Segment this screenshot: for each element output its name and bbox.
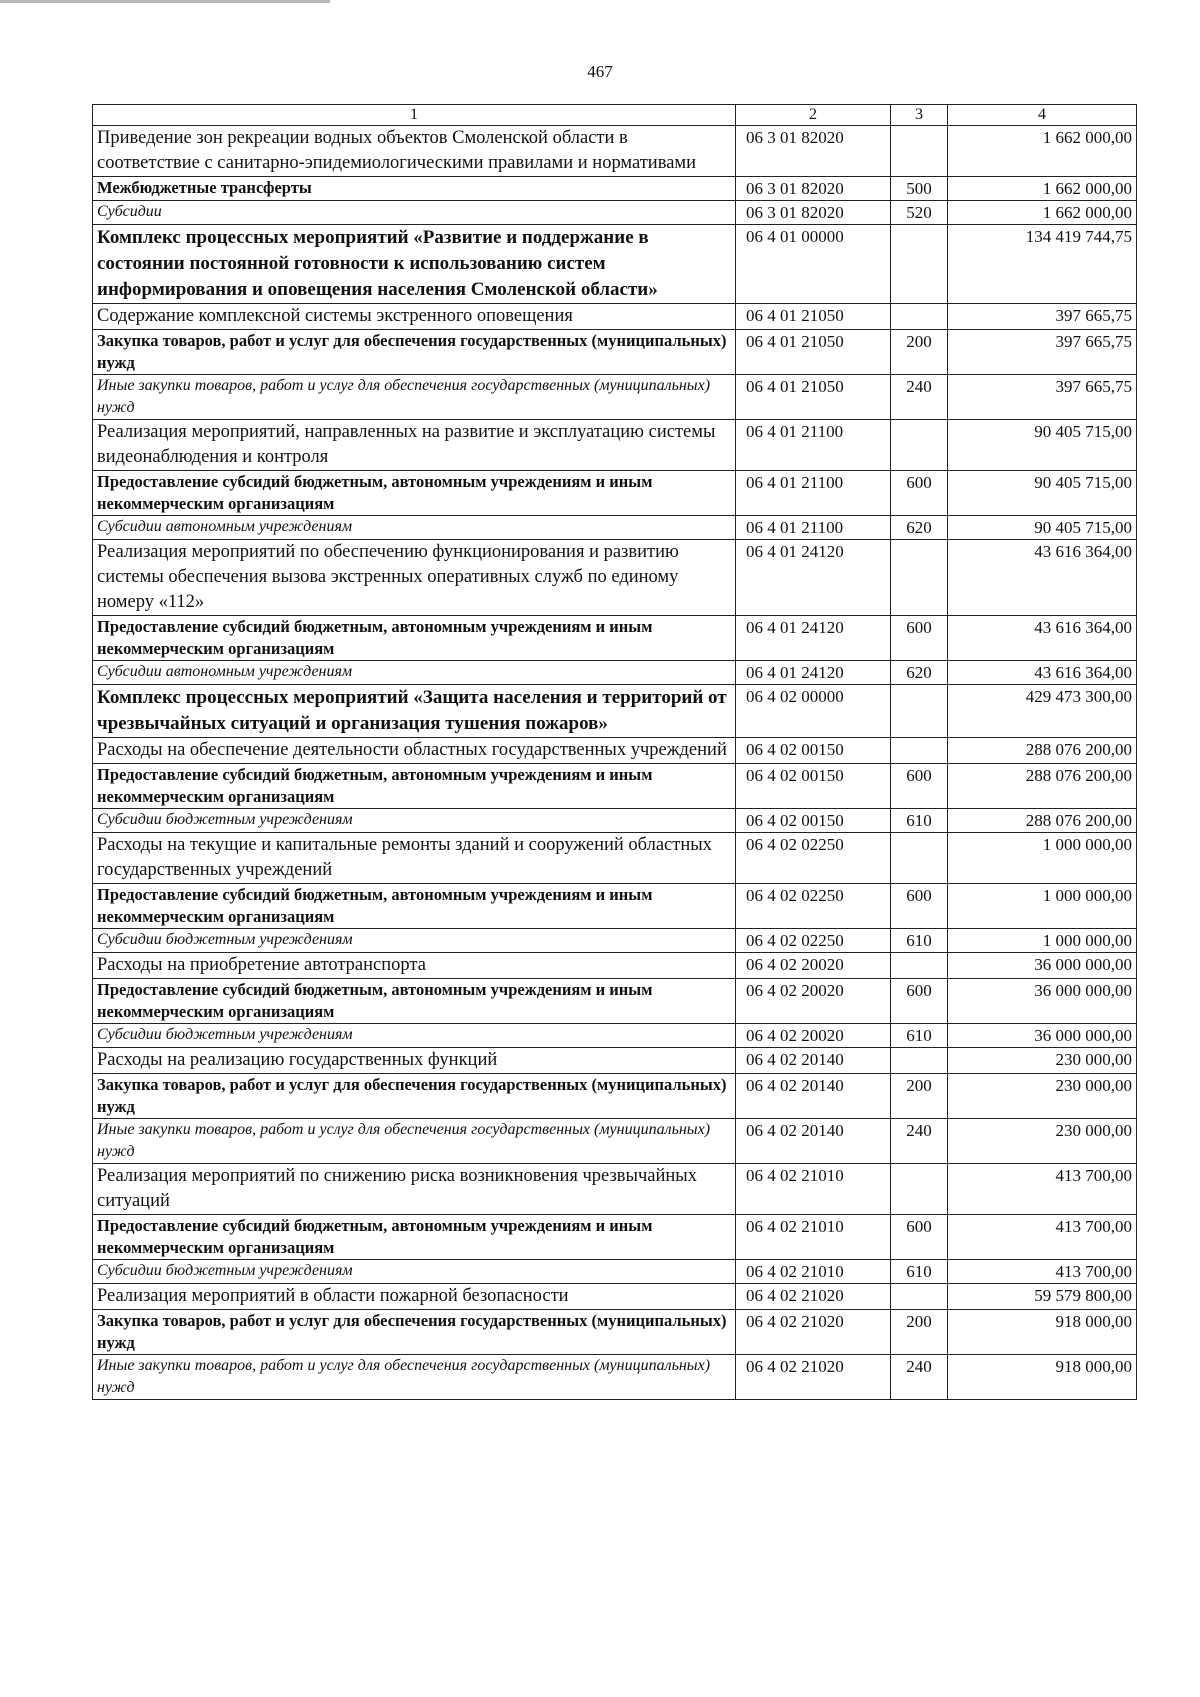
row-sum-cell: 397 665,75 xyxy=(948,375,1137,420)
row-name-cell: Реализация мероприятий в области пожарной безопасности xyxy=(93,1284,736,1310)
row-kind-cell: 500 xyxy=(891,177,948,201)
row-code-cell: 06 4 02 02250 xyxy=(736,884,891,929)
row-kind-cell xyxy=(891,738,948,764)
table-row xyxy=(93,1215,1137,1260)
row-code-cell: 06 4 01 21050 xyxy=(736,304,891,330)
row-kind-cell: 610 xyxy=(891,1260,948,1284)
row-kind-cell: 200 xyxy=(891,1310,948,1355)
row-name-cell: Закупка товаров, работ и услуг для обеспечения государственных (муниципальных) нужд xyxy=(93,1074,736,1119)
row-sum-cell: 413 700,00 xyxy=(948,1260,1137,1284)
row-kind-cell xyxy=(891,1164,948,1215)
row-code-cell: 06 4 02 20020 xyxy=(736,1024,891,1048)
row-name-cell: Субсидии автономным учреждениям xyxy=(93,661,736,685)
table-body xyxy=(93,105,1137,1400)
table-row xyxy=(93,1048,1137,1074)
row-name-cell: Предоставление субсидий бюджетным, автономным учреждениям и иным некоммерческим организациям xyxy=(93,471,736,516)
row-sum-cell: 1 000 000,00 xyxy=(948,884,1137,929)
row-name-cell: Содержание комплексной системы экстренного оповещения xyxy=(93,304,736,330)
row-code-cell: 06 4 01 24120 xyxy=(736,616,891,661)
row-kind-cell xyxy=(891,225,948,304)
row-name-cell: Комплекс процессных мероприятий «Развитие и поддержание в состоянии постоянной готовности к использованию систем информирования и оповещения населения Смоленской области» xyxy=(93,225,736,304)
table-row xyxy=(93,304,1137,330)
row-code-cell: 06 3 01 82020 xyxy=(736,177,891,201)
budget-table xyxy=(92,104,1137,1400)
row-name-cell: Предоставление субсидий бюджетным, автономным учреждениям и иным некоммерческим организациям xyxy=(93,979,736,1024)
row-kind-cell: 600 xyxy=(891,1215,948,1260)
row-code-cell: 06 4 02 20020 xyxy=(736,979,891,1024)
row-sum-cell: 1 000 000,00 xyxy=(948,833,1137,884)
row-sum-cell: 230 000,00 xyxy=(948,1074,1137,1119)
row-name-cell: Иные закупки товаров, работ и услуг для обеспечения государственных (муниципальных) нужд xyxy=(93,1355,736,1400)
row-kind-cell: 610 xyxy=(891,1024,948,1048)
row-sum-cell: 43 616 364,00 xyxy=(948,540,1137,616)
table-row xyxy=(93,1074,1137,1119)
row-kind-cell: 600 xyxy=(891,616,948,661)
row-sum-cell: 43 616 364,00 xyxy=(948,616,1137,661)
column-header-kind: 3 xyxy=(891,105,948,126)
row-sum-cell: 397 665,75 xyxy=(948,330,1137,375)
table-row xyxy=(93,201,1137,225)
row-kind-cell: 620 xyxy=(891,516,948,540)
row-name-cell: Предоставление субсидий бюджетным, автономным учреждениям и иным некоммерческим организациям xyxy=(93,616,736,661)
table-row xyxy=(93,177,1137,201)
table-row xyxy=(93,809,1137,833)
row-kind-cell: 620 xyxy=(891,661,948,685)
row-code-cell: 06 4 02 20140 xyxy=(736,1119,891,1164)
column-header-name: 1 xyxy=(93,105,736,126)
row-code-cell: 06 4 02 00150 xyxy=(736,764,891,809)
row-code-cell: 06 4 01 24120 xyxy=(736,661,891,685)
row-kind-cell xyxy=(891,1284,948,1310)
table-row xyxy=(93,616,1137,661)
row-name-cell: Субсидии бюджетным учреждениям xyxy=(93,1024,736,1048)
table-row xyxy=(93,1355,1137,1400)
row-code-cell: 06 4 02 21020 xyxy=(736,1310,891,1355)
row-code-cell: 06 4 01 21100 xyxy=(736,516,891,540)
row-kind-cell xyxy=(891,833,948,884)
row-sum-cell: 1 662 000,00 xyxy=(948,177,1137,201)
row-name-cell: Иные закупки товаров, работ и услуг для обеспечения государственных (муниципальных) нужд xyxy=(93,1119,736,1164)
row-code-cell: 06 4 02 21010 xyxy=(736,1215,891,1260)
table-row xyxy=(93,764,1137,809)
table-row xyxy=(93,420,1137,471)
row-kind-cell xyxy=(891,685,948,738)
row-code-cell: 06 4 02 02250 xyxy=(736,833,891,884)
row-kind-cell xyxy=(891,953,948,979)
row-kind-cell: 200 xyxy=(891,330,948,375)
row-kind-cell: 240 xyxy=(891,375,948,420)
row-code-cell: 06 4 02 20140 xyxy=(736,1048,891,1074)
table-row xyxy=(93,471,1137,516)
row-sum-cell: 413 700,00 xyxy=(948,1215,1137,1260)
row-name-cell: Расходы на обеспечение деятельности областных государственных учреждений xyxy=(93,738,736,764)
row-sum-cell: 1 662 000,00 xyxy=(948,201,1137,225)
row-sum-cell: 429 473 300,00 xyxy=(948,685,1137,738)
row-code-cell: 06 4 02 20140 xyxy=(736,1074,891,1119)
row-code-cell: 06 4 02 21010 xyxy=(736,1164,891,1215)
row-name-cell: Закупка товаров, работ и услуг для обеспечения государственных (муниципальных) нужд xyxy=(93,330,736,375)
row-name-cell: Субсидии автономным учреждениям xyxy=(93,516,736,540)
row-code-cell: 06 4 01 00000 xyxy=(736,225,891,304)
row-code-cell: 06 3 01 82020 xyxy=(736,201,891,225)
row-name-cell: Предоставление субсидий бюджетным, автономным учреждениям и иным некоммерческим организациям xyxy=(93,1215,736,1260)
table-row xyxy=(93,884,1137,929)
row-sum-cell: 397 665,75 xyxy=(948,304,1137,330)
row-name-cell: Субсидии бюджетным учреждениям xyxy=(93,1260,736,1284)
row-kind-cell: 240 xyxy=(891,1355,948,1400)
row-name-cell: Расходы на реализацию государственных функций xyxy=(93,1048,736,1074)
row-kind-cell: 200 xyxy=(891,1074,948,1119)
row-code-cell: 06 4 02 00000 xyxy=(736,685,891,738)
row-code-cell: 06 4 01 21100 xyxy=(736,471,891,516)
table-row xyxy=(93,330,1137,375)
table-row xyxy=(93,1284,1137,1310)
table-row xyxy=(93,685,1137,738)
table-row xyxy=(93,738,1137,764)
row-code-cell: 06 3 01 82020 xyxy=(736,126,891,177)
row-kind-cell: 520 xyxy=(891,201,948,225)
row-kind-cell: 600 xyxy=(891,471,948,516)
row-name-cell: Субсидии бюджетным учреждениям xyxy=(93,809,736,833)
page-number: 467 xyxy=(587,62,613,81)
row-sum-cell: 288 076 200,00 xyxy=(948,738,1137,764)
row-code-cell: 06 4 02 21020 xyxy=(736,1355,891,1400)
row-name-cell: Реализация мероприятий по снижению риска возникновения чрезвычайных ситуаций xyxy=(93,1164,736,1215)
row-name-cell: Реализация мероприятий, направленных на развитие и эксплуатацию системы видеонаблюдения и контроля xyxy=(93,420,736,471)
row-sum-cell: 36 000 000,00 xyxy=(948,953,1137,979)
row-code-cell: 06 4 01 24120 xyxy=(736,540,891,616)
table-row xyxy=(93,929,1137,953)
row-kind-cell: 600 xyxy=(891,764,948,809)
row-code-cell: 06 4 01 21100 xyxy=(736,420,891,471)
table-row xyxy=(93,126,1137,177)
row-kind-cell xyxy=(891,1048,948,1074)
scan-edge-mark xyxy=(0,0,330,3)
row-sum-cell: 288 076 200,00 xyxy=(948,764,1137,809)
table-row xyxy=(93,1164,1137,1215)
row-code-cell: 06 4 02 20020 xyxy=(736,953,891,979)
table-row xyxy=(93,1024,1137,1048)
table-row xyxy=(93,1310,1137,1355)
row-sum-cell: 918 000,00 xyxy=(948,1310,1137,1355)
row-sum-cell: 918 000,00 xyxy=(948,1355,1137,1400)
row-sum-cell: 36 000 000,00 xyxy=(948,979,1137,1024)
row-kind-cell xyxy=(891,540,948,616)
column-header-code: 2 xyxy=(736,105,891,126)
row-name-cell: Иные закупки товаров, работ и услуг для обеспечения государственных (муниципальных) нужд xyxy=(93,375,736,420)
row-name-cell: Субсидии xyxy=(93,201,736,225)
row-code-cell: 06 4 02 21010 xyxy=(736,1260,891,1284)
row-kind-cell: 600 xyxy=(891,884,948,929)
row-sum-cell: 1 000 000,00 xyxy=(948,929,1137,953)
row-sum-cell: 43 616 364,00 xyxy=(948,661,1137,685)
row-kind-cell: 610 xyxy=(891,929,948,953)
row-sum-cell: 230 000,00 xyxy=(948,1048,1137,1074)
row-sum-cell: 230 000,00 xyxy=(948,1119,1137,1164)
row-name-cell: Предоставление субсидий бюджетным, автономным учреждениям и иным некоммерческим организациям xyxy=(93,884,736,929)
row-code-cell: 06 4 02 21020 xyxy=(736,1284,891,1310)
row-kind-cell xyxy=(891,126,948,177)
table-row xyxy=(93,833,1137,884)
row-code-cell: 06 4 01 21050 xyxy=(736,375,891,420)
row-kind-cell: 600 xyxy=(891,979,948,1024)
row-kind-cell: 610 xyxy=(891,809,948,833)
row-sum-cell: 90 405 715,00 xyxy=(948,471,1137,516)
column-header-sum: 4 xyxy=(948,105,1137,126)
table-row xyxy=(93,540,1137,616)
row-sum-cell: 1 662 000,00 xyxy=(948,126,1137,177)
row-sum-cell: 288 076 200,00 xyxy=(948,809,1137,833)
row-sum-cell: 134 419 744,75 xyxy=(948,225,1137,304)
row-sum-cell: 90 405 715,00 xyxy=(948,420,1137,471)
row-code-cell: 06 4 02 00150 xyxy=(736,738,891,764)
table-row xyxy=(93,1119,1137,1164)
row-code-cell: 06 4 02 00150 xyxy=(736,809,891,833)
row-sum-cell: 413 700,00 xyxy=(948,1164,1137,1215)
row-name-cell: Реализация мероприятий по обеспечению функционирования и развитию системы обеспечения вызова экстренных оперативных служб по единому номеру «112» xyxy=(93,540,736,616)
row-kind-cell xyxy=(891,304,948,330)
row-name-cell: Расходы на текущие и капитальные ремонты зданий и сооружений областных государственных учреждений xyxy=(93,833,736,884)
row-sum-cell: 36 000 000,00 xyxy=(948,1024,1137,1048)
row-name-cell: Межбюджетные трансферты xyxy=(93,177,736,201)
table-row xyxy=(93,1260,1137,1284)
row-name-cell: Комплекс процессных мероприятий «Защита населения и территорий от чрезвычайных ситуаций и организация тушения пожаров» xyxy=(93,685,736,738)
row-code-cell: 06 4 02 02250 xyxy=(736,929,891,953)
table-row xyxy=(93,516,1137,540)
table-row xyxy=(93,661,1137,685)
row-name-cell: Субсидии бюджетным учреждениям xyxy=(93,929,736,953)
row-sum-cell: 59 579 800,00 xyxy=(948,1284,1137,1310)
row-name-cell: Приведение зон рекреации водных объектов Смоленской области в соответствие с санитарно-эпидемиологическими правилами и нормативами xyxy=(93,126,736,177)
row-name-cell: Предоставление субсидий бюджетным, автономным учреждениям и иным некоммерческим организациям xyxy=(93,764,736,809)
table-header-row xyxy=(93,105,1137,126)
row-sum-cell: 90 405 715,00 xyxy=(948,516,1137,540)
table-row xyxy=(93,225,1137,304)
table-row xyxy=(93,375,1137,420)
row-code-cell: 06 4 01 21050 xyxy=(736,330,891,375)
table-row xyxy=(93,953,1137,979)
row-name-cell: Закупка товаров, работ и услуг для обеспечения государственных (муниципальных) нужд xyxy=(93,1310,736,1355)
row-kind-cell: 240 xyxy=(891,1119,948,1164)
row-name-cell: Расходы на приобретение автотранспорта xyxy=(93,953,736,979)
row-kind-cell xyxy=(891,420,948,471)
table-row xyxy=(93,979,1137,1024)
